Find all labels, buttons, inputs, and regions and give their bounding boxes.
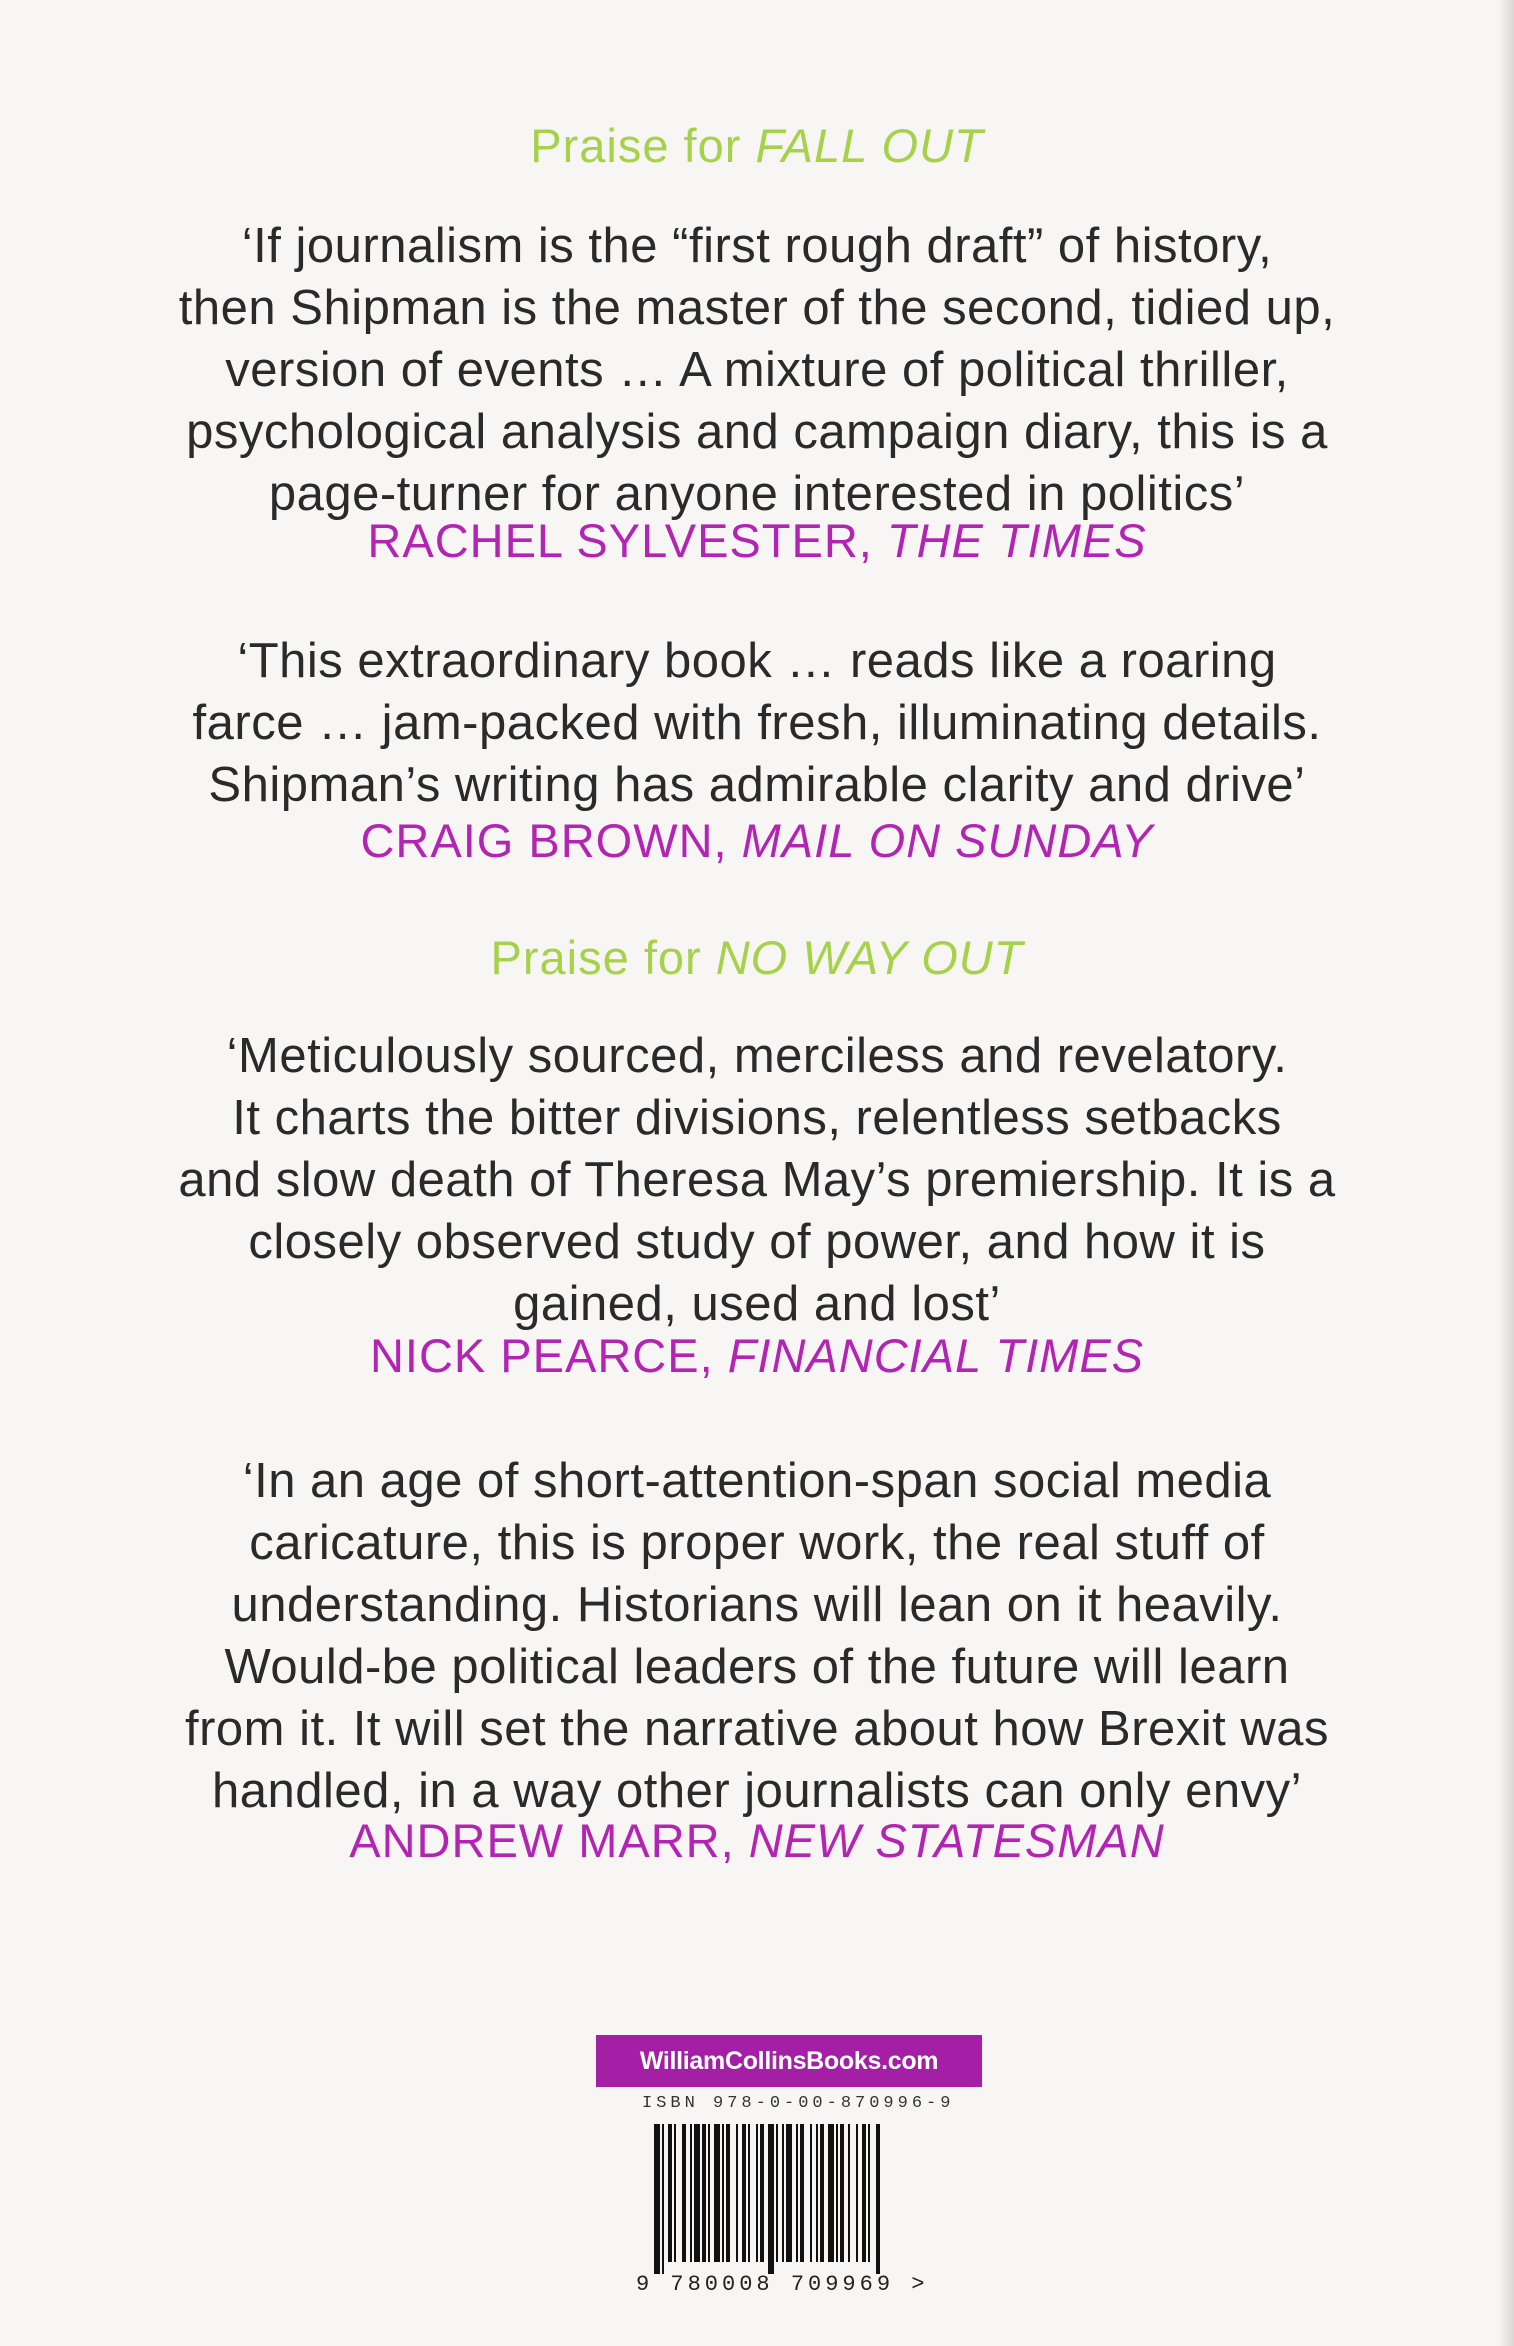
barcode-bar — [876, 2124, 880, 2274]
quote-line: ‘Meticulously sourced, merciless and revelatory. — [226, 1029, 1288, 1083]
quote-line: ‘This extraordinary book … reads like a roaring — [237, 634, 1277, 688]
barcode-bar — [816, 2124, 818, 2262]
barcode-bar — [820, 2124, 824, 2262]
attribution-craig-brown — [0, 810, 1514, 872]
barcode-bar — [708, 2124, 710, 2262]
barcode-bar — [654, 2124, 660, 2274]
attribution-author: CRAIG BROWN, — [360, 814, 742, 867]
barcode-bar — [668, 2124, 672, 2262]
quote-line: It charts the bitter divisions, relentless setbacks — [232, 1091, 1282, 1145]
barcode-bar — [828, 2124, 834, 2262]
quote-line: psychological analysis and campaign diary, this is a — [186, 405, 1328, 459]
attribution-source: MAIL ON SUNDAY — [741, 814, 1154, 867]
quote-line: Shipman’s writing has admirable clarity and drive’ — [208, 758, 1306, 812]
barcode-area — [632, 2094, 992, 2304]
attribution-author: NICK PEARCE, — [369, 1329, 728, 1382]
attribution-rachel-sylvester — [0, 510, 1514, 572]
barcode-digits: 9 780008 709969 > — [636, 2272, 929, 2297]
attribution-source: NEW STATESMAN — [748, 1814, 1165, 1867]
barcode-bar — [848, 2124, 850, 2262]
barcode-bar — [682, 2124, 686, 2262]
barcode-bar — [810, 2124, 812, 2262]
praise-prefix: Praise for — [490, 931, 716, 984]
attribution-author: RACHEL SYLVESTER, — [367, 514, 887, 567]
quote-line: closely observed study of power, and how it is — [248, 1215, 1266, 1269]
barcode-bar — [776, 2124, 778, 2262]
attribution-andrew-marr — [0, 1810, 1514, 1872]
barcode-bar — [796, 2124, 798, 2262]
quote-line: then Shipman is the master of the second, tidied up, — [178, 281, 1336, 335]
quote-line: handled, in a way other journalists can only envy’ — [211, 1764, 1302, 1818]
barcode-bar — [868, 2124, 870, 2262]
barcode-bar — [690, 2124, 692, 2262]
quote-nick-pearce — [0, 1025, 1514, 1335]
attribution-source: THE TIMES — [886, 514, 1147, 567]
quote-line: ‘In an age of short-attention-span social media — [242, 1454, 1272, 1508]
attribution-nick-pearce — [0, 1325, 1514, 1387]
barcode-bar — [726, 2124, 730, 2262]
praise-book-title: FALL OUT — [755, 119, 984, 172]
barcode-bar — [840, 2124, 844, 2262]
barcode-bar — [800, 2124, 804, 2262]
publisher-website[interactable]: WilliamCollinsBooks.com — [596, 2035, 982, 2087]
barcode-bar — [768, 2124, 774, 2274]
quote-line: page-turner for anyone interested in politics’ — [268, 467, 1246, 521]
quote-line: Would-be political leaders of the future will learn — [224, 1640, 1290, 1694]
quote-line: caricature, this is proper work, the real stuff of — [249, 1516, 1265, 1570]
praise-heading-no-way-out — [0, 930, 1514, 985]
barcode-bar — [736, 2124, 738, 2262]
praise-book-title: NO WAY OUT — [715, 931, 1024, 984]
barcode-bar — [702, 2124, 706, 2262]
barcode-bar — [748, 2124, 750, 2262]
barcode-bar — [714, 2124, 720, 2262]
quote-line: understanding. Historians will lean on it heavily. — [231, 1578, 1283, 1632]
barcode-bar — [836, 2124, 838, 2262]
page-edge — [1500, 0, 1514, 2346]
quote-andrew-marr — [0, 1450, 1514, 1822]
barcode-bar — [742, 2124, 746, 2262]
quote-line: gained, used and lost’ — [513, 1277, 1001, 1331]
attribution-author: ANDREW MARR, — [349, 1814, 749, 1867]
isbn-label: ISBN 978-0-00-870996-9 — [642, 2094, 955, 2113]
barcode-bar — [782, 2124, 784, 2262]
quote-line: version of events … A mixture of political thriller, — [225, 343, 1289, 397]
quote-craig-brown — [0, 630, 1514, 816]
quote-line: and slow death of Theresa May’s premiership. It is a — [178, 1153, 1336, 1207]
quote-rachel-sylvester — [0, 215, 1514, 525]
barcode-bar — [786, 2124, 792, 2262]
attribution-source: FINANCIAL TIMES — [727, 1329, 1145, 1382]
praise-heading-fall-out — [0, 118, 1514, 173]
quote-line: ‘If journalism is the “first rough draft” of history, — [241, 219, 1273, 273]
barcode-bar — [722, 2124, 724, 2262]
praise-prefix: Praise for — [530, 119, 756, 172]
barcode — [632, 2124, 972, 2274]
barcode-bar — [862, 2124, 866, 2262]
barcode-bar — [662, 2124, 664, 2274]
quote-line: farce … jam-packed with fresh, illuminating details. — [192, 696, 1322, 750]
barcode-bar — [760, 2124, 764, 2262]
barcode-bar — [674, 2124, 676, 2262]
barcode-bar — [694, 2124, 700, 2262]
quote-line: from it. It will set the narrative about how Brexit was — [184, 1702, 1330, 1756]
barcode-bar — [856, 2124, 858, 2262]
barcode-bar — [756, 2124, 758, 2262]
